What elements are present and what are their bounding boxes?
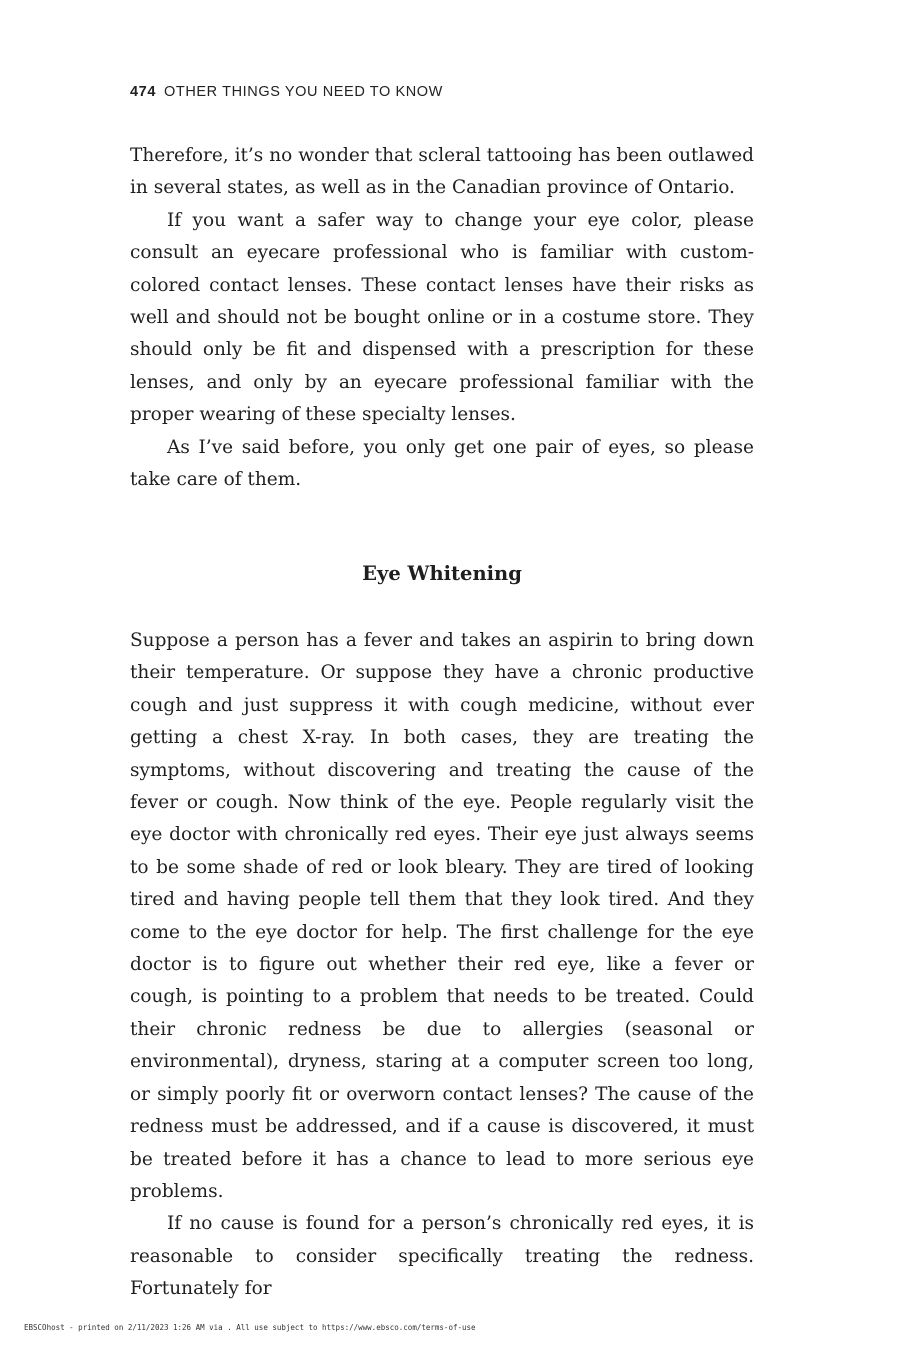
- paragraph: As I’ve said before, you only get one pair of eyes, so please take care of them.: [130, 436, 754, 491]
- running-head: [130, 84, 443, 100]
- paragraph: If no cause is found for a person’s chronically red eyes, it is reasonable to consider specifically treating the redness. Fortunately for: [130, 1213, 754, 1300]
- page-number: 474: [130, 84, 156, 100]
- paragraph: Suppose a person has a fever and takes an aspirin to bring down their temperature. Or suppose they have a chronic productive cough and just suppress it with cough medicine, without ever getting a chest X-ray. In both cases, they are treating the symptoms, without discovering and treating the cause of the fever or cough. Now think of the eye. People regularly visit the eye doctor with chronically red eyes. Their eye just always seems to be some shade of red or look bleary. They are tired of looking tired and having people tell them that they look tired. And they come to the eye doctor for help. The first challenge for the eye doctor is to figure out whether their red eye, like a fever or cough, is pointing to a problem that needs to be treated. Could their chronic redness be due to allergies (seasonal or environmental), dryness, staring at a computer screen too long, or simply poorly fit or overworn contact lenses? The cause of the redness must be addressed, and if a cause is discovered, it must be treated before it has a chance to lead to more serious eye problems.: [130, 630, 754, 1202]
- footer-note: EBSCOhost - printed on 2/11/2023 1:26 AM via . All use subject to https://www.ebsco.com/terms-of-use: [24, 1323, 476, 1332]
- body-text-before-heading: [130, 140, 754, 496]
- running-title: OTHER THINGS YOU NEED TO KNOW: [164, 84, 443, 100]
- paragraph: If you want a safer way to change your eye color, please consult an eyecare professional who is familiar with custom-colored contact lenses. These contact lenses have their risks as well and should not be bought online or in a costume store. They should only be fit and dispensed with a prescription for these lenses, and only by an eyecare professional familiar with the proper wearing of these specialty lenses.: [130, 209, 754, 426]
- body-text-after-heading: [130, 625, 754, 1306]
- section-heading: Eye Whitening: [362, 562, 522, 585]
- paragraph: Therefore, it’s no wonder that scleral tattooing has been outlawed in several states, as well as in the Canadian province of Ontario.: [130, 145, 754, 199]
